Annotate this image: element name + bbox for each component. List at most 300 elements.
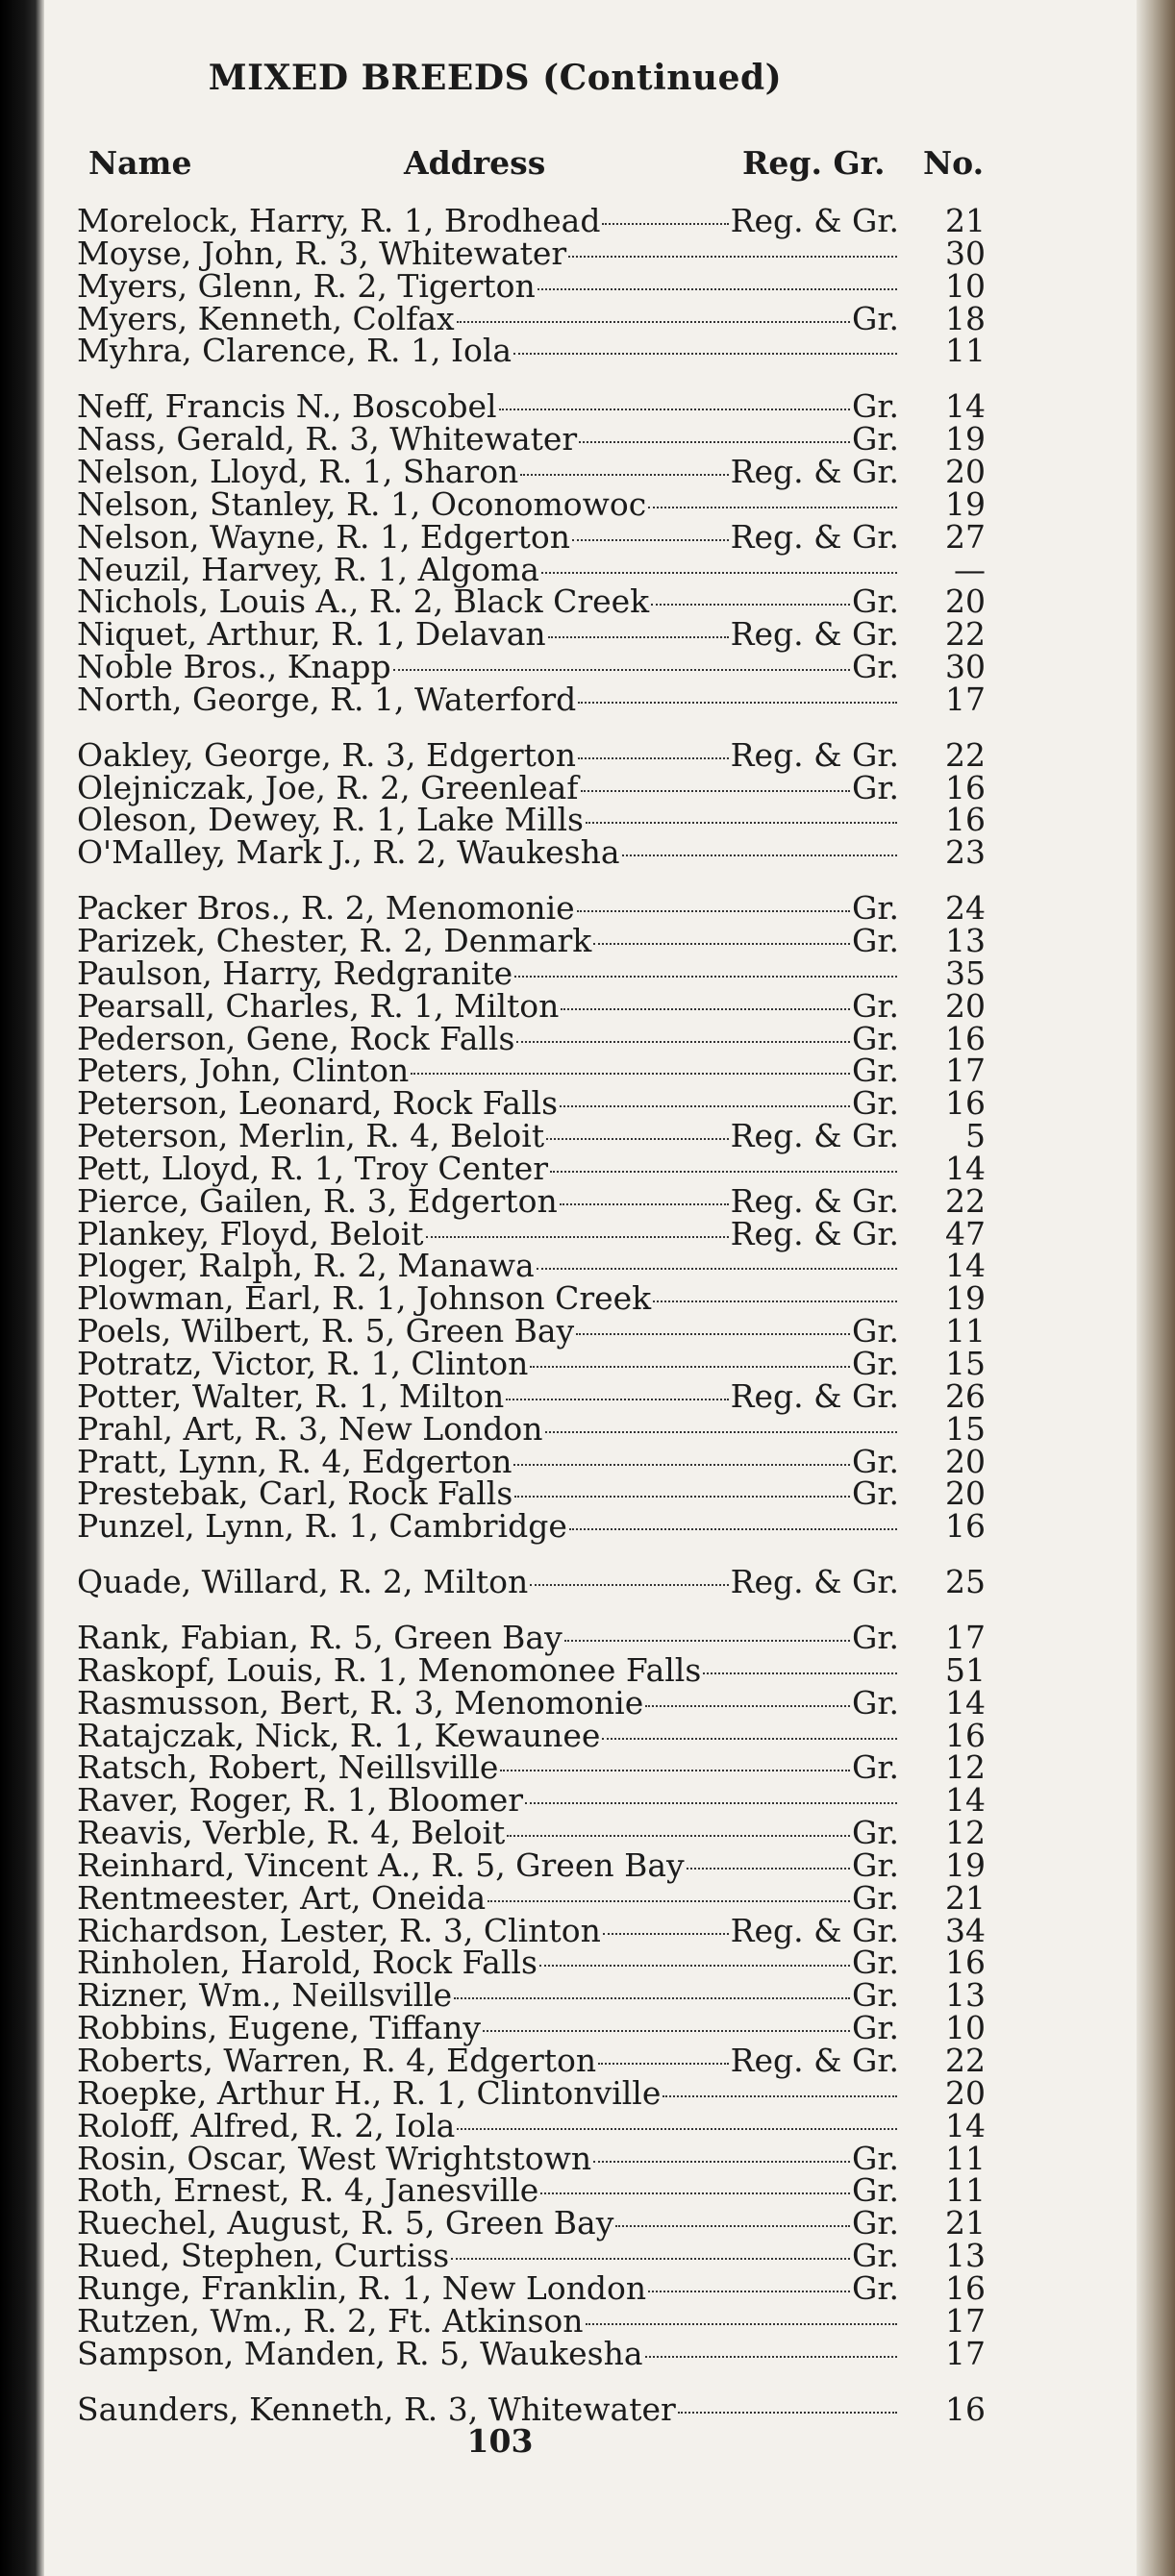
entry-name-address: Oleson, Dewey, R. 1, Lake Mills (77, 801, 584, 838)
entry-name-address: Pearsall, Charles, R. 1, Milton (77, 987, 560, 1025)
entry-name-address: Potter, Walter, R. 1, Milton (77, 1377, 505, 1415)
entry-number: 11 (945, 1312, 986, 1350)
list-item (77, 922, 986, 959)
entry-number: 14 (945, 2107, 986, 2144)
list-item (77, 1443, 986, 1480)
list-item (77, 485, 986, 523)
list-item (77, 1507, 986, 1545)
entry-grade: Reg. & Gr. (730, 736, 899, 774)
entry-number: 51 (945, 1651, 986, 1689)
dot-leader (507, 1835, 850, 1837)
list-item (77, 1474, 986, 1512)
entry-number: 18 (945, 300, 986, 337)
dot-leader (572, 539, 729, 541)
dot-leader (615, 2225, 850, 2227)
entry-name-address: O'Malley, Mark J., R. 2, Waukesha (77, 833, 620, 871)
list-item (77, 2335, 986, 2372)
list-item (77, 2009, 986, 2046)
dot-leader (561, 1008, 850, 1010)
entry-name-address: Peterson, Leonard, Rock Falls (77, 1084, 559, 1122)
entry-number: 14 (945, 1781, 986, 1819)
entry-name-address: Peters, John, Clinton (77, 1052, 410, 1089)
entry-grade: Reg. & Gr. (730, 1215, 899, 1252)
list-item (77, 2269, 986, 2307)
entry-name-address: Myers, Kenneth, Colfax (77, 300, 455, 337)
entry-number: 22 (945, 1182, 986, 1220)
entry-number: 21 (945, 1879, 986, 1917)
entry-number: 47 (945, 1215, 986, 1252)
dot-leader (586, 2323, 897, 2325)
entry-name-address: Reinhard, Vincent A., R. 5, Green Bay (77, 1846, 685, 1884)
entry-name-address: Pederson, Gene, Rock Falls (77, 1020, 515, 1057)
list-item (77, 453, 986, 490)
entry-name-address: Richardson, Lester, R. 3, Clinton (77, 1912, 601, 1949)
entry-name-address: Nelson, Wayne, R. 1, Edgerton (77, 518, 570, 556)
entry-grade: Gr. (851, 1474, 899, 1512)
list-item (77, 681, 986, 718)
dot-leader (499, 409, 850, 410)
entry-grade: Gr. (851, 1443, 899, 1480)
dot-leader (539, 1965, 850, 1967)
column-header-grade: Reg. Gr. (742, 144, 886, 182)
entry-name-address: Ratajczak, Nick, R. 1, Kewaunee (77, 1717, 601, 1754)
list-item (77, 1846, 986, 1884)
entry-name-address: Pratt, Lynn, R. 4, Edgerton (77, 1443, 512, 1480)
entry-grade: Gr. (851, 1084, 899, 1122)
dot-leader (576, 1333, 850, 1335)
dot-leader (516, 1041, 850, 1043)
list-item (77, 1279, 986, 1317)
list-item (77, 1748, 986, 1786)
entry-name-address: Rizner, Wm., Neillsville (77, 1976, 453, 2014)
entry-number: 15 (945, 1410, 986, 1448)
entry-number: 11 (945, 2140, 986, 2177)
list-item (77, 551, 986, 588)
entry-number: 30 (945, 235, 986, 272)
dot-leader (645, 2356, 897, 2358)
dot-leader (530, 1584, 728, 1586)
dot-leader (537, 1268, 897, 1270)
list-item (77, 2042, 986, 2079)
dot-leader (602, 223, 728, 225)
list-item (77, 518, 986, 556)
list-item (77, 1377, 986, 1415)
entry-number: 16 (945, 1020, 986, 1057)
dot-leader (550, 1171, 897, 1173)
entry-grade: Gr. (851, 987, 899, 1025)
entry-number: 21 (945, 202, 986, 239)
entry-grade: Gr. (851, 769, 899, 806)
list-item (77, 582, 986, 620)
entry-grade: Gr. (851, 1748, 899, 1786)
column-header-address: Address (404, 144, 546, 182)
dot-leader (603, 1933, 729, 1935)
dot-leader (457, 2128, 897, 2130)
list-item (77, 615, 986, 653)
list-item (77, 1717, 986, 1754)
dot-leader (506, 1399, 728, 1400)
entry-name-address: Morelock, Harry, R. 1, Brodhead (77, 202, 601, 239)
list-item (77, 1879, 986, 1917)
entry-name-address: Reavis, Verble, R. 4, Beloit (77, 1814, 506, 1851)
entry-grade: Reg. & Gr. (730, 1563, 899, 1600)
dot-leader (648, 507, 897, 508)
dot-leader (598, 2063, 728, 2065)
dot-leader (564, 1640, 850, 1642)
dot-leader (457, 321, 850, 323)
entry-name-address: Roloff, Alfred, R. 2, Iola (77, 2107, 456, 2144)
dot-leader (530, 1366, 850, 1368)
entry-name-address: Nelson, Lloyd, R. 1, Sharon (77, 453, 519, 490)
entry-grade: Gr. (851, 1345, 899, 1382)
list-item (77, 1410, 986, 1448)
page-title: MIXED BREEDS (Continued) (208, 58, 783, 98)
entry-name-address: Ploger, Ralph, R. 2, Manawa (77, 1247, 535, 1284)
list-item (77, 420, 986, 458)
entry-name-address: Roth, Ernest, R. 4, Janesville (77, 2171, 539, 2209)
entry-number: 14 (945, 1247, 986, 1284)
list-item (77, 987, 986, 1025)
entry-name-address: Robbins, Eugene, Tiffany (77, 2009, 482, 2046)
list-item (77, 1084, 986, 1122)
dot-leader (577, 910, 850, 912)
entry-name-address: Raskopf, Louis, R. 1, Menomonee Falls (77, 1651, 702, 1689)
entry-grade: Gr. (851, 648, 899, 685)
list-item (77, 889, 986, 927)
list-item (77, 387, 986, 425)
entry-grade: Gr. (851, 300, 899, 337)
list-item (77, 1312, 986, 1350)
entry-number: 21 (945, 2204, 986, 2242)
entry-number: 24 (945, 889, 986, 927)
entry-grade: Gr. (851, 2171, 899, 2209)
list-item (77, 648, 986, 685)
entry-name-address: Nelson, Stanley, R. 1, Oconomowoc (77, 485, 647, 523)
list-item (77, 1020, 986, 1057)
list-item (77, 332, 986, 369)
entry-number: 5 (965, 1117, 986, 1154)
entry-number: 34 (945, 1912, 986, 1949)
entry-number: 17 (945, 1052, 986, 1089)
dot-leader (514, 976, 897, 978)
entry-name-address: Rasmusson, Bert, R. 3, Menomonie (77, 1684, 644, 1721)
entry-grade: Gr. (851, 1020, 899, 1057)
entry-name-address: Myhra, Clarence, R. 1, Iola (77, 332, 512, 369)
entry-name-address: North, George, R. 1, Waterford (77, 681, 577, 718)
dot-leader (393, 669, 850, 671)
entry-name-address: Prahl, Art, R. 3, New London (77, 1410, 543, 1448)
entry-name-address: Ratsch, Robert, Neillsville (77, 1748, 499, 1786)
list-item (77, 2171, 986, 2209)
entry-name-address: Roepke, Arthur H., R. 1, Clintonville (77, 2074, 662, 2112)
entry-number: 16 (945, 801, 986, 838)
entry-number: 27 (945, 518, 986, 556)
dot-leader (451, 2258, 850, 2260)
entry-grade: Reg. & Gr. (730, 202, 899, 239)
list-item (77, 833, 986, 871)
dot-leader (546, 1138, 729, 1140)
dot-leader (540, 2192, 850, 2194)
dot-leader (593, 943, 850, 945)
dot-leader (488, 1900, 850, 1902)
entry-number: 16 (945, 1507, 986, 1545)
entry-name-address: Packer Bros., R. 2, Menomonie (77, 889, 575, 927)
entry-number: 14 (945, 387, 986, 425)
entry-number: 13 (945, 1976, 986, 2014)
entry-name-address: Runge, Franklin, R. 1, New London (77, 2269, 647, 2307)
entry-name-address: Roberts, Warren, R. 4, Edgerton (77, 2042, 597, 2079)
dot-leader (513, 353, 897, 355)
entry-name-address: Nass, Gerald, R. 3, Whitewater (77, 420, 578, 458)
entry-grade: Gr. (851, 1684, 899, 1721)
entry-number: 35 (945, 954, 986, 992)
dot-leader (541, 572, 897, 574)
entry-number: 17 (945, 681, 986, 718)
entry-name-address: Neuzil, Harvey, R. 1, Algoma (77, 551, 539, 588)
entry-grade: Gr. (851, 1312, 899, 1350)
entry-name-address: Nichols, Louis A., R. 2, Black Creek (77, 582, 650, 620)
entry-number: 10 (945, 2009, 986, 2046)
list-item (77, 2390, 986, 2428)
dot-leader (651, 604, 850, 606)
list-item (77, 2237, 986, 2274)
entry-number: 16 (945, 1084, 986, 1122)
entry-number: 16 (945, 1944, 986, 1981)
page-number: 103 (466, 2422, 534, 2460)
dot-leader (687, 1868, 850, 1870)
entry-name-address: Rosin, Oscar, West Wrightstown (77, 2140, 592, 2177)
entry-number: — (954, 551, 986, 588)
list-item (77, 235, 986, 272)
entry-number: 16 (945, 769, 986, 806)
entry-name-address: Rentmeester, Art, Oneida (77, 1879, 487, 1917)
entry-number: 17 (945, 1619, 986, 1656)
list-item (77, 1684, 986, 1721)
list-item (77, 2107, 986, 2144)
entry-name-address: Paulson, Harry, Redgranite (77, 954, 513, 992)
entry-grade: Gr. (851, 1944, 899, 1981)
entry-name-address: Pierce, Gailen, R. 3, Edgerton (77, 1182, 558, 1220)
dot-leader (579, 441, 850, 443)
entry-grade: Gr. (851, 1814, 899, 1851)
page-edge-shadow (1137, 0, 1175, 2576)
dot-leader (622, 855, 898, 856)
entry-number: 11 (945, 332, 986, 369)
list-item (77, 1150, 986, 1187)
entry-grade: Gr. (851, 1846, 899, 1884)
dot-leader (548, 636, 729, 638)
entry-name-address: Noble Bros., Knapp (77, 648, 391, 685)
dot-leader (513, 1464, 850, 1466)
entry-name-address: Rank, Fabian, R. 5, Green Bay (77, 1619, 562, 1656)
entry-grade: Gr. (851, 922, 899, 959)
list-item (77, 801, 986, 838)
entry-name-address: Peterson, Merlin, R. 4, Beloit (77, 1117, 545, 1154)
entry-grade: Gr. (851, 1976, 899, 2014)
entry-name-address: Poels, Wilbert, R. 5, Green Bay (77, 1312, 575, 1350)
dot-leader (514, 1496, 850, 1498)
entry-grade: Gr. (851, 2009, 899, 2046)
entry-number: 20 (945, 453, 986, 490)
entry-number: 14 (945, 1150, 986, 1187)
entry-name-address: Niquet, Arthur, R. 1, Delavan (77, 615, 546, 653)
entry-grade: Reg. & Gr. (730, 1377, 899, 1415)
dot-leader (500, 1770, 850, 1771)
entry-name-address: Sampson, Manden, R. 5, Waukesha (77, 2335, 643, 2372)
entry-grade: Gr. (851, 2204, 899, 2242)
entry-number: 20 (945, 2074, 986, 2112)
entry-grade: Reg. & Gr. (730, 1182, 899, 1220)
entry-grade: Gr. (851, 2269, 899, 2307)
list-item (77, 1976, 986, 2014)
entry-number: 19 (945, 1279, 986, 1317)
dot-leader (678, 2412, 897, 2414)
dot-leader (568, 256, 897, 258)
entry-number: 11 (945, 2171, 986, 2209)
entry-number: 19 (945, 420, 986, 458)
list-item (77, 202, 986, 239)
entry-grade: Gr. (851, 387, 899, 425)
entry-number: 16 (945, 2269, 986, 2307)
entry-grade: Reg. & Gr. (730, 1117, 899, 1154)
entry-grade: Reg. & Gr. (730, 453, 899, 490)
list-item (77, 2204, 986, 2242)
entry-number: 25 (945, 1563, 986, 1600)
entry-name-address: Saunders, Kenneth, R. 3, Whitewater (77, 2390, 676, 2428)
entry-name-address: Potratz, Victor, R. 1, Clinton (77, 1345, 529, 1382)
entry-name-address: Rutzen, Wm., R. 2, Ft. Atkinson (77, 2302, 584, 2340)
entry-name-address: Plowman, Earl, R. 1, Johnson Creek (77, 1279, 652, 1317)
list-item (77, 2140, 986, 2177)
entry-number: 20 (945, 1443, 986, 1480)
list-item (77, 1814, 986, 1851)
entry-number: 22 (945, 736, 986, 774)
entry-grade: Gr. (851, 582, 899, 620)
entry-number: 15 (945, 1345, 986, 1382)
column-header-name: Name (88, 144, 192, 182)
dot-leader (662, 2095, 897, 2097)
book-spine-shadow (0, 0, 44, 2576)
dot-leader (593, 2161, 850, 2163)
entry-grade: Reg. & Gr. (730, 2042, 899, 2079)
list-item (77, 1651, 986, 1689)
entry-grade: Gr. (851, 1052, 899, 1089)
list-item (77, 267, 986, 305)
list-item (77, 1912, 986, 1949)
dot-leader (653, 1300, 897, 1302)
entry-number: 17 (945, 2302, 986, 2340)
entry-number: 14 (945, 1684, 986, 1721)
entry-grade: Reg. & Gr. (730, 518, 899, 556)
dot-leader (525, 1802, 897, 1804)
list-item (77, 1781, 986, 1819)
entry-name-address: Quade, Willard, R. 2, Milton (77, 1563, 529, 1600)
dot-leader (520, 474, 728, 476)
list-item (77, 1563, 986, 1600)
list-item (77, 1619, 986, 1656)
list-item (77, 2302, 986, 2340)
entry-number: 10 (945, 267, 986, 305)
entry-grade: Gr. (851, 889, 899, 927)
entry-name-address: Prestebak, Carl, Rock Falls (77, 1474, 513, 1512)
entry-number: 13 (945, 2237, 986, 2274)
dot-leader (538, 288, 897, 290)
dot-leader (426, 1236, 729, 1238)
list-item (77, 1345, 986, 1382)
list-item (77, 1117, 986, 1154)
entry-number: 12 (945, 1748, 986, 1786)
entry-number: 12 (945, 1814, 986, 1851)
entry-name-address: Raver, Roger, R. 1, Bloomer (77, 1781, 524, 1819)
entry-name-address: Moyse, John, R. 3, Whitewater (77, 235, 567, 272)
entry-name-address: Ruechel, August, R. 5, Green Bay (77, 2204, 614, 2242)
entry-name-address: Punzel, Lynn, R. 1, Cambridge (77, 1507, 567, 1545)
dot-leader (578, 757, 729, 759)
entry-number: 30 (945, 648, 986, 685)
entry-grade: Reg. & Gr. (730, 615, 899, 653)
entry-grade: Gr. (851, 2237, 899, 2274)
entry-grade: Reg. & Gr. (730, 1912, 899, 1949)
entry-number: 20 (945, 1474, 986, 1512)
list-item (77, 1215, 986, 1252)
entry-name-address: Pett, Lloyd, R. 1, Troy Center (77, 1150, 549, 1187)
entry-number: 16 (945, 2390, 986, 2428)
dot-leader (586, 822, 897, 824)
dot-leader (411, 1073, 850, 1075)
dot-leader (483, 2030, 850, 2032)
entry-number: 26 (945, 1377, 986, 1415)
entry-number: 22 (945, 615, 986, 653)
list-item (77, 1247, 986, 1284)
list-item (77, 1052, 986, 1089)
column-header-number: No. (923, 144, 985, 182)
entry-number: 19 (945, 1846, 986, 1884)
entry-name-address: Parizek, Chester, R. 2, Denmark (77, 922, 592, 959)
entry-name-address: Olejniczak, Joe, R. 2, Greenleaf (77, 769, 579, 806)
dot-leader (703, 1672, 897, 1674)
entry-grade: Gr. (851, 420, 899, 458)
entry-number: 20 (945, 987, 986, 1025)
entry-name-address: Myers, Glenn, R. 2, Tigerton (77, 267, 536, 305)
list-item (77, 1182, 986, 1220)
dot-leader (545, 1431, 897, 1433)
list-item (77, 300, 986, 337)
entry-number: 22 (945, 2042, 986, 2079)
list-item (77, 1944, 986, 1981)
entry-name-address: Neff, Francis N., Boscobel (77, 387, 497, 425)
dot-leader (569, 1528, 897, 1530)
entry-number: 13 (945, 922, 986, 959)
list-item (77, 2074, 986, 2112)
entry-number: 19 (945, 485, 986, 523)
dot-leader (560, 1203, 729, 1205)
entry-name-address: Rinholen, Harold, Rock Falls (77, 1944, 538, 1981)
entry-name-address: Rued, Stephen, Curtiss (77, 2237, 450, 2274)
entry-grade: Gr. (851, 2140, 899, 2177)
dot-leader (454, 1997, 850, 1999)
dot-leader (645, 1705, 850, 1707)
entry-number: 23 (945, 833, 986, 871)
entry-grade: Gr. (851, 1619, 899, 1656)
entry-number: 17 (945, 2335, 986, 2372)
entry-grade: Gr. (851, 1879, 899, 1917)
dot-leader (560, 1105, 850, 1107)
entry-number: 20 (945, 582, 986, 620)
dot-leader (648, 2291, 850, 2292)
list-item (77, 769, 986, 806)
entry-name-address: Oakley, George, R. 3, Edgerton (77, 736, 577, 774)
entry-number: 16 (945, 1717, 986, 1754)
